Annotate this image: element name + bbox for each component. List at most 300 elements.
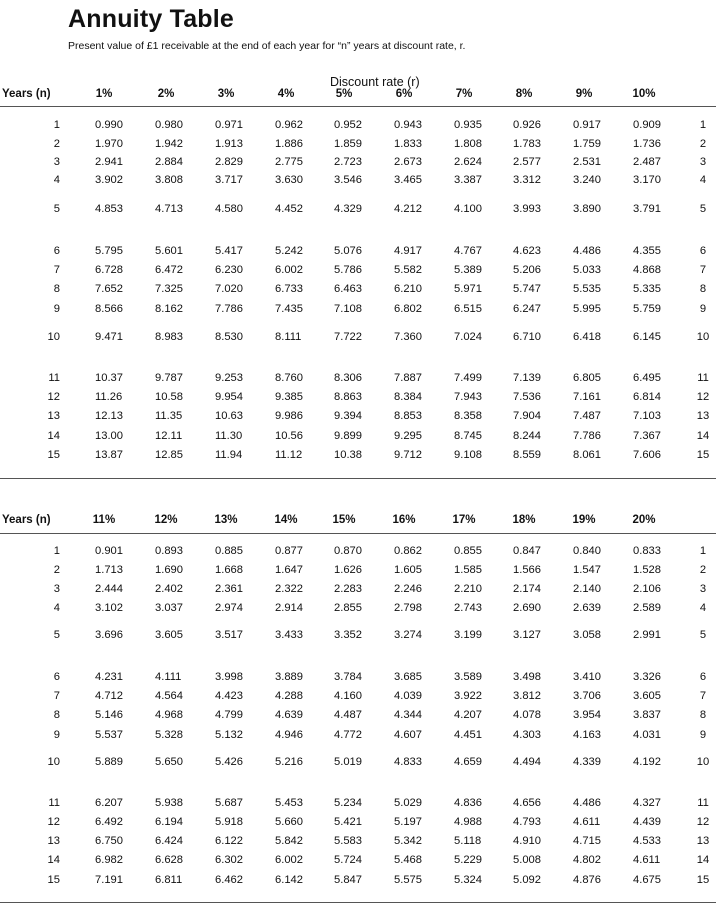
table-cell: 2.673	[394, 156, 422, 168]
table-cell: 2.361	[215, 583, 243, 595]
table-cell: 4.946	[275, 729, 303, 741]
year-label-left: 1	[53, 119, 60, 131]
table-cell: 0.901	[95, 545, 123, 557]
table-cell: 2.991	[633, 629, 661, 641]
table-cell: 5.328	[155, 729, 183, 741]
table-cell: 4.231	[95, 671, 123, 683]
table-cell: 1.668	[215, 564, 243, 576]
table-cell: 4.487	[334, 709, 362, 721]
table-cell: 1.783	[513, 138, 541, 150]
table-cell: 9.253	[215, 372, 243, 384]
table-cell: 5.229	[454, 854, 482, 866]
table-cell: 6.247	[513, 303, 541, 315]
table-cell: 3.998	[215, 671, 243, 683]
year-label-right: 10	[696, 331, 710, 343]
table-cell: 7.786	[573, 430, 601, 442]
page-title: Annuity Table	[68, 5, 235, 33]
year-label-right: 6	[699, 671, 707, 683]
table-cell: 6.002	[275, 854, 303, 866]
year-label-left: 5	[53, 203, 60, 215]
table-cell: 6.230	[215, 264, 243, 276]
year-label-left: 8	[53, 283, 60, 295]
table-cell: 5.421	[334, 816, 362, 828]
year-label-right: 6	[699, 245, 707, 257]
table-cell: 9.471	[95, 331, 123, 343]
year-label-left: 8	[53, 709, 60, 721]
table-cell: 4.494	[513, 756, 541, 768]
table-cell: 7.722	[334, 331, 362, 343]
rate-column-header: 12%	[154, 514, 178, 526]
table-cell: 1.886	[275, 138, 303, 150]
table-cell: 5.938	[155, 797, 183, 809]
table-cell: 4.344	[394, 709, 422, 721]
table-cell: 12.85	[155, 449, 183, 461]
year-label-left: 15	[47, 874, 60, 886]
table-cell: 11.94	[215, 449, 243, 461]
table-cell: 2.531	[573, 156, 601, 168]
table-cell: 4.712	[95, 690, 123, 702]
table-cell: 5.842	[275, 835, 303, 847]
table-row	[0, 331, 716, 347]
year-label-right: 12	[696, 391, 710, 403]
year-label-right: 1	[699, 119, 707, 131]
table-cell: 5.029	[394, 797, 422, 809]
year-label-left: 10	[47, 756, 60, 768]
table-cell: 6.982	[95, 854, 123, 866]
table-cell: 4.623	[513, 245, 541, 257]
table-cell: 4.355	[633, 245, 661, 257]
table-cell: 2.974	[215, 602, 243, 614]
table-cell: 8.983	[155, 331, 183, 343]
table-cell: 0.926	[513, 119, 541, 131]
table-cell: 6.418	[573, 331, 601, 343]
table-cell: 5.019	[334, 756, 362, 768]
table-cell: 4.715	[573, 835, 601, 847]
table-cell: 7.887	[394, 372, 422, 384]
table-cell: 6.811	[155, 874, 183, 886]
year-label-left: 2	[53, 138, 60, 150]
table-cell: 6.122	[215, 835, 243, 847]
table-cell: 4.836	[454, 797, 482, 809]
table-cell: 4.533	[633, 835, 661, 847]
table-cell: 9.712	[394, 449, 422, 461]
table-cell: 0.962	[275, 119, 303, 131]
table-cell: 5.582	[394, 264, 422, 276]
table-cell: 6.142	[275, 874, 303, 886]
table-cell: 0.893	[155, 545, 183, 557]
table-cell: 0.840	[573, 545, 601, 557]
table-cell: 3.922	[454, 690, 482, 702]
table-cell: 4.078	[513, 709, 541, 721]
table-cell: 6.145	[633, 331, 661, 343]
table-row	[0, 756, 716, 772]
table-cell: 4.656	[513, 797, 541, 809]
table-cell: 2.487	[633, 156, 661, 168]
table-cell: 5.650	[155, 756, 183, 768]
table-cell: 3.954	[573, 709, 601, 721]
year-label-left: 6	[53, 671, 60, 683]
table-cell: 5.342	[394, 835, 422, 847]
year-label-left: 6	[53, 245, 60, 257]
table-row	[0, 835, 716, 851]
year-label-left: 11	[48, 372, 60, 384]
table-cell: 5.601	[155, 245, 183, 257]
table-cell: 2.589	[633, 602, 661, 614]
year-label-left: 3	[53, 583, 60, 595]
table-cell: 9.787	[155, 372, 183, 384]
table-cell: 6.207	[95, 797, 123, 809]
year-label-left: 14	[47, 854, 60, 866]
table-cell: 2.624	[454, 156, 482, 168]
table-cell: 9.394	[334, 410, 362, 422]
table-cell: 7.435	[275, 303, 303, 315]
table-cell: 9.385	[275, 391, 303, 403]
table-cell: 6.733	[275, 283, 303, 295]
table-row	[0, 564, 716, 580]
table-cell: 0.877	[275, 545, 303, 557]
table-cell: 3.791	[633, 203, 661, 215]
rate-column-header: 1%	[95, 88, 113, 100]
table-cell: 13.87	[95, 449, 123, 461]
table-cell: 4.876	[573, 874, 601, 886]
table-cell: 2.174	[513, 583, 541, 595]
table-cell: 3.498	[513, 671, 541, 683]
table-cell: 2.322	[275, 583, 303, 595]
table-cell: 5.759	[633, 303, 661, 315]
rate-column-header: 19%	[572, 514, 596, 526]
rate-column-header: 5%	[335, 88, 353, 100]
table-cell: 1.808	[454, 138, 482, 150]
table-cell: 3.410	[573, 671, 601, 683]
section-bottom-divider	[0, 478, 716, 479]
table-cell: 2.775	[275, 156, 303, 168]
table-cell: 1.913	[215, 138, 243, 150]
table-cell: 5.417	[215, 245, 243, 257]
table-cell: 4.303	[513, 729, 541, 741]
year-label-left: 15	[47, 449, 60, 461]
rate-column-header: 17%	[452, 514, 476, 526]
table-cell: 3.058	[573, 629, 601, 641]
year-label-right: 7	[699, 264, 707, 276]
table-cell: 8.745	[454, 430, 482, 442]
table-cell: 1.690	[155, 564, 183, 576]
table-cell: 7.360	[394, 331, 422, 343]
table-cell: 4.675	[633, 874, 661, 886]
table-cell: 4.611	[573, 816, 601, 828]
table-row	[0, 156, 716, 172]
table-cell: 5.453	[275, 797, 303, 809]
table-cell: 7.191	[95, 874, 123, 886]
rate-column-header: 15%	[332, 514, 356, 526]
rate-column-header: 13%	[214, 514, 238, 526]
table-cell: 7.786	[215, 303, 243, 315]
table-cell: 4.659	[454, 756, 482, 768]
table-cell: 6.814	[633, 391, 661, 403]
year-label-left: 14	[47, 430, 60, 442]
table-cell: 4.160	[334, 690, 362, 702]
rate-column-header: 6%	[395, 88, 413, 100]
table-cell: 1.605	[394, 564, 422, 576]
table-row	[0, 430, 716, 446]
table-row	[0, 449, 716, 465]
years-column-header: Years (n)	[2, 88, 51, 100]
table-row	[0, 671, 716, 687]
table-cell: 5.033	[573, 264, 601, 276]
table-cell: 1.713	[95, 564, 123, 576]
table-cell: 3.170	[633, 174, 661, 186]
table-row	[0, 264, 716, 280]
year-label-right: 11	[697, 372, 709, 384]
rate-column-header: 14%	[274, 514, 298, 526]
table-cell: 1.759	[573, 138, 601, 150]
table-cell: 6.515	[454, 303, 482, 315]
table-cell: 8.863	[334, 391, 362, 403]
table-cell: 3.696	[95, 629, 123, 641]
year-label-left: 2	[53, 564, 60, 576]
table-cell: 3.837	[633, 709, 661, 721]
table-cell: 2.855	[334, 602, 362, 614]
table-cell: 2.402	[155, 583, 183, 595]
table-cell: 6.194	[155, 816, 183, 828]
table-cell: 6.628	[155, 854, 183, 866]
table-cell: 2.577	[513, 156, 541, 168]
table-cell: 3.127	[513, 629, 541, 641]
table-cell: 0.862	[394, 545, 422, 557]
table-row	[0, 283, 716, 299]
table-cell: 5.008	[513, 854, 541, 866]
table-cell: 8.384	[394, 391, 422, 403]
table-cell: 3.312	[513, 174, 541, 186]
table-row	[0, 545, 716, 561]
table-cell: 12.13	[95, 410, 123, 422]
table-cell: 3.517	[215, 629, 243, 641]
table-cell: 1.942	[155, 138, 183, 150]
table-cell: 5.786	[334, 264, 362, 276]
table-cell: 1.833	[394, 138, 422, 150]
table-cell: 9.108	[454, 449, 482, 461]
table-cell: 6.463	[334, 283, 362, 295]
table-cell: 9.295	[394, 430, 422, 442]
table-cell: 8.306	[334, 372, 362, 384]
table-cell: 10.58	[155, 391, 183, 403]
table-cell: 4.486	[573, 245, 601, 257]
table-cell: 4.910	[513, 835, 541, 847]
table-cell: 3.605	[633, 690, 661, 702]
rate-column-header: 9%	[575, 88, 593, 100]
table-cell: 7.499	[454, 372, 482, 384]
table-cell: 4.486	[573, 797, 601, 809]
table-cell: 13.00	[95, 430, 123, 442]
table-row	[0, 119, 716, 135]
table-cell: 3.326	[633, 671, 661, 683]
table-cell: 2.723	[334, 156, 362, 168]
table-cell: 4.163	[573, 729, 601, 741]
table-cell: 2.829	[215, 156, 243, 168]
table-cell: 5.918	[215, 816, 243, 828]
table-row	[0, 203, 716, 219]
table-cell: 6.002	[275, 264, 303, 276]
table-row	[0, 138, 716, 154]
table-cell: 3.199	[454, 629, 482, 641]
year-label-right: 1	[699, 545, 707, 557]
table-row	[0, 410, 716, 426]
table-cell: 2.444	[95, 583, 123, 595]
table-cell: 4.039	[394, 690, 422, 702]
table-cell: 3.546	[334, 174, 362, 186]
year-label-left: 12	[47, 391, 60, 403]
table-cell: 7.108	[334, 303, 362, 315]
table-row	[0, 797, 716, 813]
year-label-left: 3	[53, 156, 60, 168]
table-cell: 6.462	[215, 874, 243, 886]
rate-column-header: 8%	[515, 88, 533, 100]
table-cell: 4.799	[215, 709, 243, 721]
table-cell: 4.564	[155, 690, 183, 702]
table-cell: 8.566	[95, 303, 123, 315]
table-cell: 4.339	[573, 756, 601, 768]
year-label-left: 11	[48, 797, 60, 809]
page-subtitle: Present value of £1 receivable at the end of each year for “n” years at discount rate, r.	[68, 40, 466, 52]
table-cell: 5.206	[513, 264, 541, 276]
year-label-left: 7	[53, 264, 60, 276]
table-cell: 4.451	[454, 729, 482, 741]
table-cell: 3.902	[95, 174, 123, 186]
table-cell: 0.990	[95, 119, 123, 131]
table-cell: 4.968	[155, 709, 183, 721]
year-label-right: 7	[699, 690, 707, 702]
table-cell: 4.192	[633, 756, 661, 768]
table-cell: 7.161	[573, 391, 601, 403]
table-row	[0, 245, 716, 261]
rate-header-row	[0, 88, 716, 104]
table-cell: 5.847	[334, 874, 362, 886]
table-cell: 4.917	[394, 245, 422, 257]
table-row	[0, 602, 716, 618]
table-cell: 9.899	[334, 430, 362, 442]
year-label-left: 10	[47, 331, 60, 343]
table-cell: 2.246	[394, 583, 422, 595]
table-cell: 4.793	[513, 816, 541, 828]
table-cell: 3.037	[155, 602, 183, 614]
table-cell: 2.106	[633, 583, 661, 595]
table-cell: 8.162	[155, 303, 183, 315]
table-cell: 7.325	[155, 283, 183, 295]
year-label-left: 12	[47, 816, 60, 828]
table-cell: 5.242	[275, 245, 303, 257]
table-cell: 7.024	[454, 331, 482, 343]
table-cell: 2.743	[454, 602, 482, 614]
table-cell: 4.212	[394, 203, 422, 215]
table-cell: 6.728	[95, 264, 123, 276]
table-cell: 3.808	[155, 174, 183, 186]
table-cell: 0.943	[394, 119, 422, 131]
table-row	[0, 174, 716, 190]
table-row	[0, 709, 716, 725]
year-label-right: 15	[696, 874, 710, 886]
year-label-right: 2	[699, 564, 707, 576]
section-bottom-divider	[0, 902, 716, 903]
table-cell: 4.833	[394, 756, 422, 768]
table-cell: 5.426	[215, 756, 243, 768]
year-label-left: 4	[53, 174, 60, 186]
table-cell: 0.833	[633, 545, 661, 557]
table-cell: 5.724	[334, 854, 362, 866]
table-cell: 7.606	[633, 449, 661, 461]
year-label-left: 9	[53, 729, 60, 741]
table-cell: 8.530	[215, 331, 243, 343]
rate-column-header: 20%	[632, 514, 656, 526]
discount-rate-label: Discount rate (r)	[330, 75, 420, 89]
year-label-right: 3	[699, 583, 707, 595]
table-cell: 8.853	[394, 410, 422, 422]
table-cell: 6.750	[95, 835, 123, 847]
table-cell: 4.802	[573, 854, 601, 866]
table-cell: 5.234	[334, 797, 362, 809]
table-cell: 7.536	[513, 391, 541, 403]
table-cell: 4.031	[633, 729, 661, 741]
table-cell: 7.367	[633, 430, 661, 442]
table-cell: 2.798	[394, 602, 422, 614]
table-cell: 4.423	[215, 690, 243, 702]
table-cell: 4.327	[633, 797, 661, 809]
table-cell: 11.12	[275, 449, 303, 461]
table-cell: 5.146	[95, 709, 123, 721]
table-cell: 4.611	[633, 854, 661, 866]
years-column-header: Years (n)	[2, 514, 51, 526]
year-label-right: 14	[696, 854, 710, 866]
table-cell: 1.585	[454, 564, 482, 576]
rate-column-header: 3%	[217, 88, 235, 100]
table-cell: 2.914	[275, 602, 303, 614]
table-cell: 1.647	[275, 564, 303, 576]
table-cell: 3.589	[454, 671, 482, 683]
table-row	[0, 729, 716, 745]
table-cell: 4.868	[633, 264, 661, 276]
table-cell: 0.935	[454, 119, 482, 131]
table-cell: 11.30	[215, 430, 243, 442]
table-cell: 5.132	[215, 729, 243, 741]
table-cell: 5.660	[275, 816, 303, 828]
table-cell: 3.240	[573, 174, 601, 186]
table-cell: 4.988	[454, 816, 482, 828]
table-cell: 10.63	[215, 410, 243, 422]
table-cell: 3.630	[275, 174, 303, 186]
table-cell: 5.118	[454, 835, 482, 847]
year-label-left: 5	[53, 629, 60, 641]
table-cell: 4.207	[454, 709, 482, 721]
table-cell: 6.802	[394, 303, 422, 315]
year-label-right: 8	[699, 709, 707, 721]
year-label-left: 1	[53, 545, 60, 557]
table-cell: 10.37	[95, 372, 123, 384]
table-cell: 7.904	[513, 410, 541, 422]
rate-column-header: 16%	[392, 514, 416, 526]
table-cell: 3.993	[513, 203, 541, 215]
year-label-left: 9	[53, 303, 60, 315]
table-row	[0, 874, 716, 890]
table-cell: 3.890	[573, 203, 601, 215]
year-label-right: 3	[699, 156, 707, 168]
year-label-right: 10	[696, 756, 710, 768]
table-cell: 0.909	[633, 119, 661, 131]
year-label-right: 12	[696, 816, 710, 828]
table-cell: 5.971	[454, 283, 482, 295]
year-label-left: 13	[47, 410, 60, 422]
year-label-right: 2	[699, 138, 707, 150]
table-cell: 1.736	[633, 138, 661, 150]
table-cell: 4.639	[275, 709, 303, 721]
rate-column-header: 2%	[157, 88, 175, 100]
